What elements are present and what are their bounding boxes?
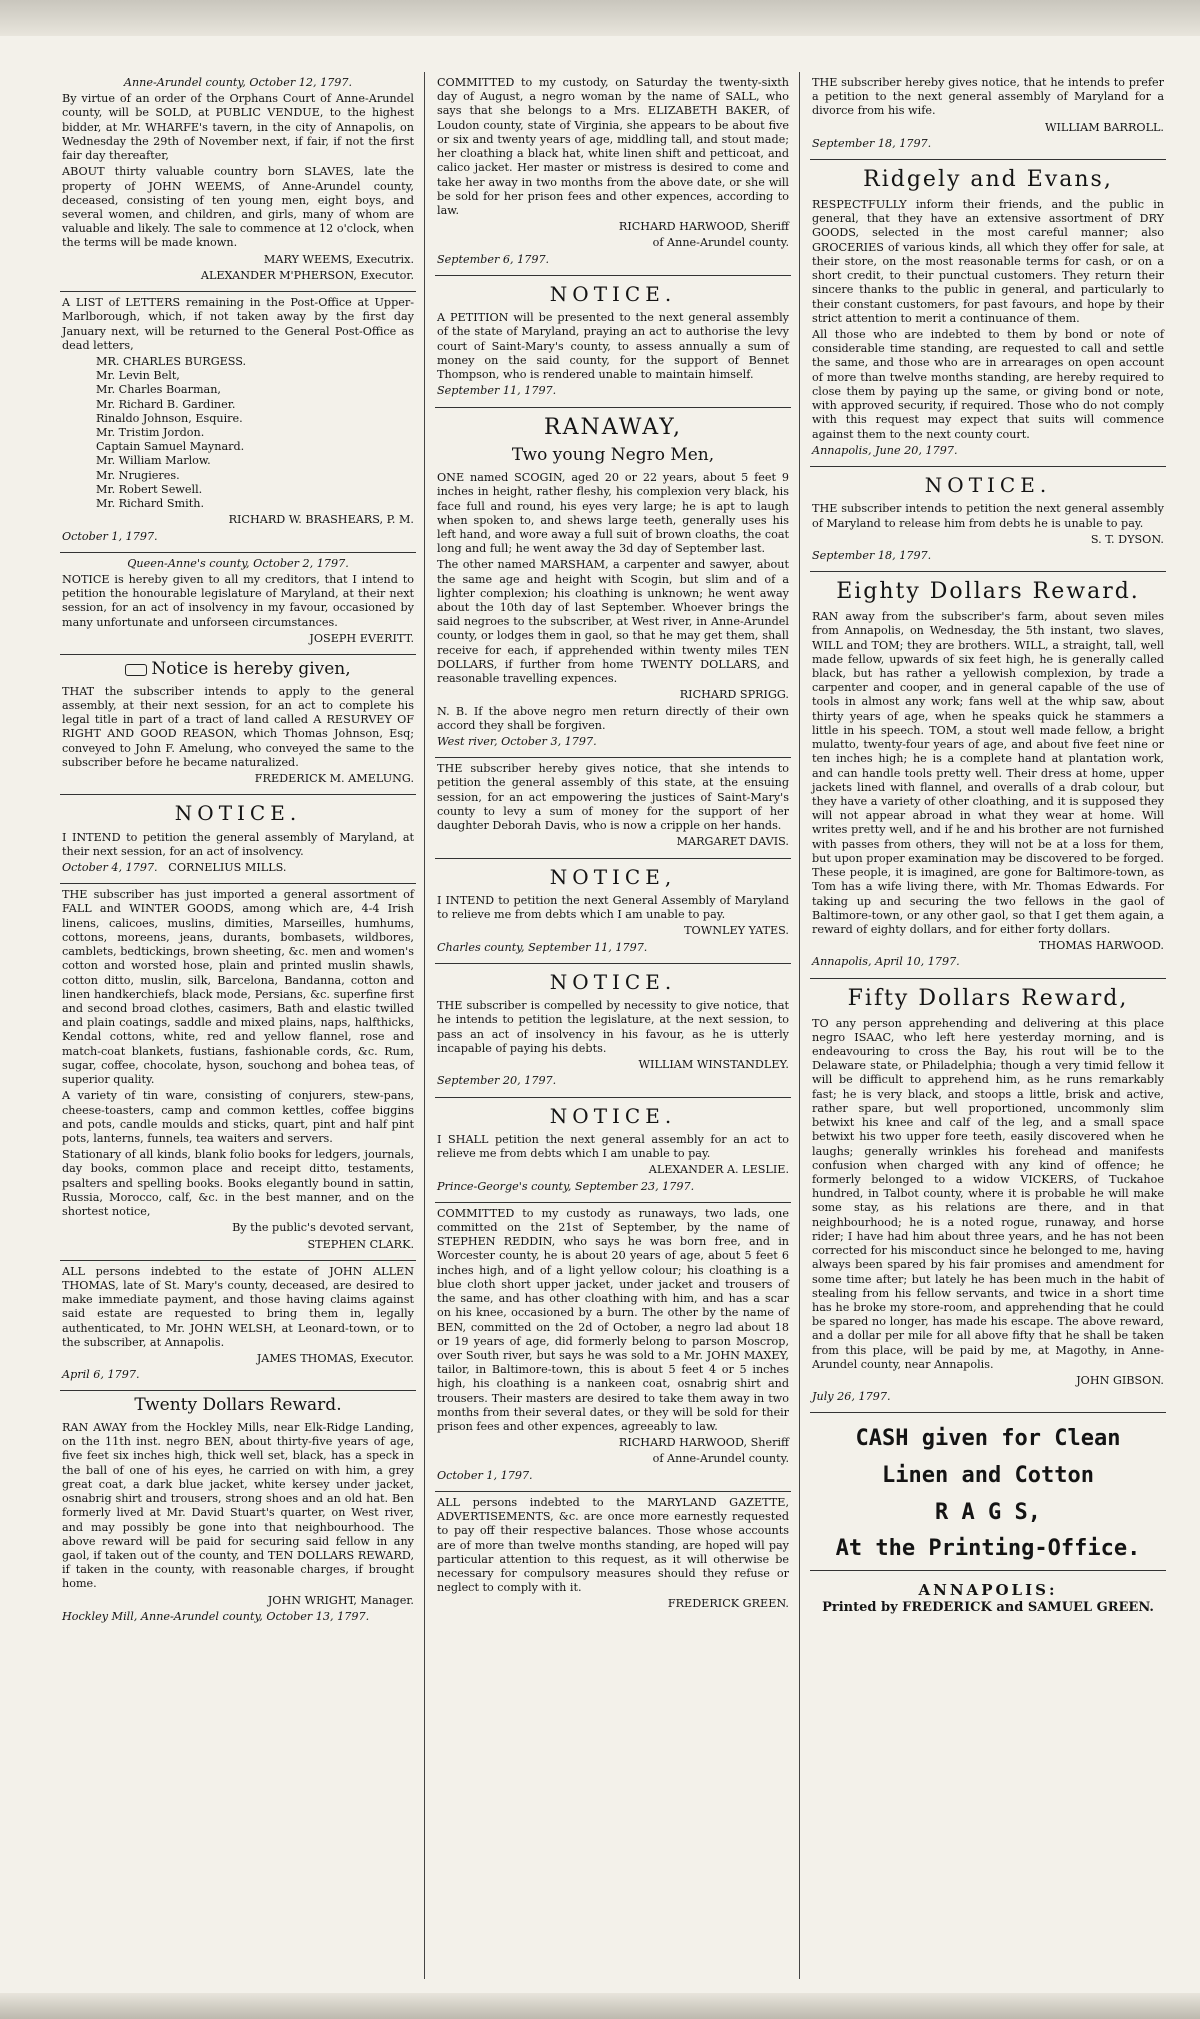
ad-date: Charles county, September 11, 1797. [437,940,648,954]
signature: STEPHEN CLARK. [307,1237,414,1251]
signature: RICHARD HARWOOD, Sheriff [618,220,789,234]
signature: of Anne-Arundel county. [652,1452,789,1466]
cash-line: At the Printing-Office. [835,1536,1141,1562]
ad-heading: NOTICE. [549,281,677,306]
ad-heading: Eighty Dollars Reward. [836,579,1140,605]
amelung-notice [60,655,416,795]
signature: WILLIAM BARROLL. [1044,120,1164,134]
ad-date: September 18, 1797. [812,136,932,150]
ad-body: ABOUT thirty valuable country born SLAVES, late the property of JOHN WEEMS, of Anne-Arundel county, deceased, consisting of ten young men, eight boys, and several women, and children, and girls, many of whom are valuable and likely. The sale to commence at 12 o'clock, when the terms will be made known. [62,165,414,250]
ad-date: July 26, 1797. [812,1390,891,1404]
imprint [810,1571,1166,1623]
ad-heading: NOTICE, [549,864,677,889]
ad-body: RESPECTFULLY inform their friends, and the public in general, that they have an extensive assortment of DRY GOODS, selected in the most careful manner; also GROCERIES of various kinds, all which they offer for sale, at their store, on the most reasonable terms for cash, or on a short credit, to their punctual customers. They return their sincere thanks to the public in general, and particularly to their constant customers, for past favours, and hope by their strict attention to merit a continuance of them. [812,198,1164,325]
ad-date: September 20, 1797. [437,1074,557,1088]
cash-for-rags-ad [810,1413,1166,1570]
yates-notice [435,859,791,964]
letter-name: Mr. Richard Smith. [96,497,205,511]
letter-name: Captain Samuel Maynard. [96,440,245,454]
ad-heading: NOTICE. [549,969,677,994]
everitt-notice [60,553,416,655]
signature: RICHARD SPRIGG. [679,688,789,702]
ad-body: A variety of tin ware, consisting of conjurers, stew-pans, cheese-toasters, camp and common kettles, coffee biggins and pots, candle moulds and sticks, quart, pint and half pint pots, lanterns, funnels, tea waiters and servers. [62,1089,414,1145]
ad-body: COMMITTED to my custody as runaways, two lads, one committed on the 21st of September, by the name of STEPHEN REDDIN, who says he was born free, and in Worcester county, he is about 20 years of age, about 5 feet 6 inches high, and of a light yellow colour; his cloathing is a blue cloth short upper jacket, under jacket and trousers of the same, and has other cloathing with him, and has a scar on his knee, occasioned by a burn. The other by the name of BEN, committed on the 2d of October, a negro lad about 18 or 19 years of age, did formerly belong to parson Moscrop, over South river, but says he was sold to a Mr. JOHN MAXEY, tailor, in Baltimore-town, this is about 5 feet 4 or 5 inches high, his cloathing is a nankeen coat, osnabrig shirt and trousers. Their masters are desired to take them away in two months from their several dates, or they will be sold for their prison fees and other expences, agreeably to law. [437,1206,789,1434]
ad-body: Stationary of all kinds, blank folio books for ledgers, journals, day books, common place and receipt ditto, testaments, psalters and spelling books. Books elegantly bound in sattin, Russia, Morocco, calf, &c. in the best manner, and on the shortest notice, [62,1148,414,1219]
ad-heading: Fifty Dollars Reward, [847,985,1129,1011]
mills-notice [60,795,416,884]
ad-body: A PETITION will be presented to the next general assembly of the state of Maryland, praying an act to authorise the levy court of Saint-Mary's county, to assess annually a sum of money on the said county, for the support of Bennet Thompson, who is rendered unable to maintain himself. [437,311,789,382]
wright-reward-ad [60,1391,416,1632]
ad-date: October 4, 1797. [62,861,158,875]
pointing-hand-icon [125,664,147,676]
reddin-committed-ad [435,1203,791,1492]
ad-body: I INTEND to petition the next General Assembly of Maryland to relieve me from debts which I am unable to pay. [437,893,789,922]
ridgely-evans-ad [810,160,1166,467]
column-1 [60,72,425,1979]
ad-body: THE subscriber intends to petition the next general assembly of Maryland to release him from debts he is unable to pay. [812,502,1164,530]
ad-date: April 6, 1797. [62,1368,140,1382]
barroll-divorce-notice [810,72,1166,160]
ad-body: THE subscriber hereby gives notice, that he intends to prefer a petition to the next general assembly of Maryland for a divorce from his wife. [812,76,1164,118]
ad-date: Hockley Mill, Anne-Arundel county, October 13, 1797. [62,1609,370,1623]
letter-name: Mr. Charles Boarman, [96,383,221,397]
davis-notice [435,758,791,858]
ad-heading: Twenty Dollars Reward. [134,1395,342,1416]
sall-committed-ad [435,72,791,276]
letters-list-ad [60,292,416,553]
ad-body: THAT the subscriber intends to apply to the general assembly, at their next session, for an act to complete his legal title in part of a tract of land called A RESURVEY OF RIGHT AND GOOD REASON, which Thomas Johnson, Esq; conveyed to John F. Amelung, who conveyed the same to the subscriber before he became naturalized. [62,684,414,769]
ad-body: THE subscriber is compelled by necessity to give notice, that he intends to petition the legislature, at the next session, to pass an act of insolvency in his favour, as he is utterly incapable of paying his debts. [437,999,789,1055]
letter-name: Rinaldo Johnson, Esquire. [96,411,243,425]
cash-line: Linen and Cotton [882,1463,1094,1489]
ad-heading: Ridgely and Evans, [863,167,1113,193]
signature: FREDERICK M. AMELUNG. [254,771,414,785]
ad-body: ALL persons indebted to the estate of JOHN ALLEN THOMAS, late of St. Mary's county, deceased, are desired to make immediate payment, and those having claims against said estate are requested to bring them in, legally authenticated, to Mr. JOHN WELSH, at Leonard-town, or to the subscriber, at Annapolis. [62,1264,414,1349]
ad-heading: RANAWAY, [544,414,682,440]
cash-line: CASH given for Clean [855,1426,1121,1452]
ad-date: Annapolis, April 10, 1797. [812,955,960,969]
signature: ALEXANDER A. LESLIE. [648,1163,789,1177]
dateline: Queen-Anne's county, October 2, 1797. [127,556,349,570]
ad-body: RAN away from the subscriber's farm, about seven miles from Annapolis, on Wednesday, the 5th instant, two slaves, WILL and TOM; they are brothers. WILL, a straight, tall, well made fellow, upwards of six feet high, he is generally called black, but has rather a yellowish complexion, by trade a carpenter and cooper, and in general capable of the use of tools in almost any work; fans well at the whip saw, about thirty years of age, when he speaks quick he stammers a little in his speech. TOM, a stout well made fellow, a bright mulatto, twenty-four years of age, and about five feet nine or ten inches high; he is a complete hand at plantation work, and can handle tools pretty well. Their dress at home, upper jackets lined with flannel, and overalls of a drab colour, but they have a variety of other cloathing, and it is supposed they will not appear abroad in what they wear at home. Will writes pretty well, and if he and his brother are not furnished with passes from others, they will not be at a loss for them, but upon proper examination may be discovered to be forged. These people, it is imagined, are gone for Baltimore-town, as Tom has a wife living there, with Mr. Thomas Edwards. For taking up and securing the two fellows in the gaol of Baltimore-town, or any other gaol, so that I get them again, a reward of eighty dollars, and for either forty dollars. [812,610,1164,936]
ad-date: September 11, 1797. [437,384,557,398]
ad-body: By virtue of an order of the Orphans Court of Anne-Arundel county, will be SOLD, at PUBLIC VENDUE, to the highest bidder, at Mr. WHARFE's tavern, in the city of Annapolis, on Wednesday the 29th of November next, if fair, if not the first fair day thereafter, [62,92,414,163]
letter-name: MR. CHARLES BURGESS. [96,354,247,368]
ad-body: COMMITTED to my custody, on Saturday the twenty-sixth day of August, a negro woman by the name of SALL, who says that she belongs to a Mrs. ELIZABETH BAKER, of Loudon county, state of Virginia, she appears to be about five or six and twenty years of age, middling tall, and stout made; her cloathing a black hat, white linen shift and petticoat, and calico jacket. Her master or mistress is desired to come and take her away in two months from the above date, or she will be sold for her prison fees and other expences, according to law. [437,76,789,217]
dyson-notice [810,467,1166,572]
ad-body: NOTICE is hereby given to all my creditors, that I intend to petition the honourable legislature of Maryland, at their next session, for an act of insolvency in my favour, occasioned by many unfortunate and unforseen circumstances. [62,573,414,629]
signature: THOMAS HARWOOD. [1038,939,1164,953]
signature: S. T. DYSON. [1090,532,1164,546]
signature: TOWNLEY YATES. [684,924,789,938]
ad-body: A LIST of LETTERS remaining in the Post-Office at Upper-Marlborough, which, if not taken away by the first day January next, will be returned to the General Post-Office as dead letters, [62,296,414,352]
ad-date: October 1, 1797. [62,529,158,543]
ad-heading: NOTICE. [549,1103,677,1128]
ad-body: THE subscriber has just imported a general assortment of FALL and WINTER GOODS, among which are, 4-4 Irish linens, calicoes, muslins, dimities, Marseilles, humhums, cottons, moreens, jeans, durants, bombasets, wildbores, camblets, bedtickings, brown sheeting, &c. men and women's cotton and worsted hose, plain and printed muslin shawls, cotton ditto, muslin, silk, Barcelona, Bandanna, cotton and linen handkerchiefs, black mode, Persians, &c. superfine first and second broad clothes, casimers, Bath and elastic twilled and plain coatings, saddle and mixed plains, naps, halfthicks, Kendal cottons, white, red and yellow flannel, rose and match-coat blankets, fustians, fashionable cords, &c. Rum, sugar, coffee, chocolate, hyson, souchong and bohea teas, of superior quality. [62,888,414,1087]
ad-date: Annapolis, June 20, 1797. [812,443,958,457]
clark-goods-ad [60,884,416,1260]
signature: WILLIAM WINSTANDLEY. [638,1058,789,1072]
ad-body: RAN AWAY from the Hockley Mills, near Elk-Ridge Landing, on the 11th inst. negro BEN, about thirty-five years of age, five feet six inches high, thick well set, black, has a speck in the ball of one of his eyes, he carried on with him, a grey great coat, a dark blue jacket, white kersey under jacket, osnabrig shirt and trousers, strong shoes and an old hat. Ben formerly lived at Mr. David Stuart's quarter, on West river, and may possibly be gone into that neighbourhood. The above reward will be paid for securing said fellow in any gaol, if taken out of the county, and TEN DOLLARS REWARD, if taken in the county, with reasonable charges, if brought home. [62,1421,414,1591]
ad-body: I SHALL petition the next general assembly for an act to relieve me from debts which I am unable to pay. [437,1132,789,1161]
ad-date: September 18, 1797. [812,549,932,563]
column-3 [810,72,1174,1979]
ad-body: N. B. If the above negro men return directly of their own accord they shall be forgiven. [437,704,789,732]
sprigg-runaway-ad [435,408,791,759]
signature: RICHARD W. BRASHEARS, P. M. [228,513,414,527]
thompson-notice [435,276,791,408]
letter-name: Mr. Tristim Jordon. [96,426,205,440]
imprint-city: ANNAPOLIS: [918,1580,1058,1599]
signature: JOHN GIBSON. [1076,1374,1164,1388]
letter-name: Mr. William Marlow. [96,454,211,468]
ad-heading: NOTICE. [174,801,302,826]
ad-date: West river, October 3, 1797. [437,735,597,748]
ad-body: I INTEND to petition the general assembly of Maryland, at their next session, for an act of insolvency. [62,830,414,858]
signature: FREDERICK GREEN. [667,1597,789,1611]
ad-body: The other named MARSHAM, a carpenter and sawyer, about the same age and height with Scogin, but slim and of a lighter complexion; his cloathing is unknown; he went away about the 10th day of last September. Whoever brings the said negroes to the subscriber, at West river, in Anne-Arundel county, or lodges them in gaol, so that he may get them, shall receive for each, if apprehended within twenty miles TEN DOLLARS, if further from home TWENTY DOLLARS, and reasonable travelling expences. [437,558,789,686]
ad-subheading: Two young Negro Men, [511,445,715,466]
letter-name: Mr. Richard B. Gardiner. [96,397,236,411]
letter-name: Mr. Levin Belt, [96,369,180,383]
winstandley-notice [435,964,791,1098]
signature: MARGARET DAVIS. [676,835,789,849]
ad-heading: NOTICE. [924,472,1052,497]
ad-heading: Notice is hereby given, [151,659,351,680]
ad-body: TO any person apprehending and delivering at this place negro ISAAC, who left here yesterday morning, and is endeavouring to cross the Bay, his rout will be to the Delaware state, or Philadelphia; though a very timid fellow it will be difficult to apprehend him, as he runs remarkably fast; he is very black, and stoops a little, brisk and active, rather spare, but well proportioned, uncommonly slim betwixt his knee and calf of the leg, and a small space betwixt his two upper fore teeth, easily discovered when he laughs; generally wrinkles his forehead and manifests confusion when charged with any kind of offence; he formerly belonged to a widow VICKERS, of Tuckahoe hundred, in Talbot county, where it is probable he will make some stay, as his relations are there, and in that neighbourhood; he is a noted rogue, runaway, and horse rider; I have had him about three years, and he has not been corrected for his misconduct since he belonged to me, having always been spared by his fair promises and amendment for some time after; but lately he has been much in the habit of stealing from his fellow servants, and twice in a short time has he broke my store-room, and apprehending that he could be spared no longer, has made his escape. The above reward, and a dollar per mile for all above fifty that he shall be taken from this place, will be paid by me, at Magothy, in Anne-Arundel county, near Annapolis. [812,1016,1164,1371]
signature: of Anne-Arundel county. [652,236,789,250]
signature: JAMES THOMAS, Executor. [256,1352,414,1366]
weems-slave-sale-ad [60,72,416,292]
signature: MARY WEEMS, Executrix. [263,252,414,266]
harwood-reward-ad [810,572,1166,978]
letter-name: Mr. Nrugieres. [96,468,180,482]
signature: JOSEPH EVERITT. [309,631,414,645]
dateline: Anne-Arundel county, October 12, 1797. [123,76,353,89]
ad-body: ALL persons indebted to the MARYLAND GAZETTE, ADVERTISEMENTS, &c. are once more earnestly requested to pay off their respective balances. Those whose accounts are of more than twelve months standing, are hoped will pay particular attention to this request, as it will otherwise be necessary for compulsory measures should they refuse or neglect to comply with it. [437,1495,789,1595]
ad-body: THE subscriber hereby gives notice, that she intends to petition the general assembly of this state, at the ensuing session, for an act empowering the justices of Saint-Mary's county to levy a sum of money for the support of her daughter Deborah Davis, who is now a cripple on her hands. [437,762,789,833]
thomas-estate-notice [60,1261,416,1392]
signature: JOHN WRIGHT, Manager. [267,1593,414,1607]
ad-date: September 6, 1797. [437,252,550,266]
gazette-debts-notice [435,1492,791,1620]
imprint-printer: Printed by FREDERICK and SAMUEL GREEN. [822,1599,1154,1615]
byline: By the public's devoted servant, [232,1221,414,1235]
signature: ALEXANDER M'PHERSON, Executor. [200,268,414,282]
gibson-reward-ad [810,979,1166,1414]
signature: RICHARD HARWOOD, Sheriff [618,1436,789,1450]
ad-body: ONE named SCOGIN, aged 20 or 22 years, about 5 feet 9 inches in height, rather fleshy, his complexion very black, his face full and round, his eyes very large; he is apt to laugh when spoken to, and shews large teeth, generally uses his left hand, and wore away a full suit of brown cloaths, the coat long and full; he went away the 3d day of September last. [437,471,789,556]
ad-body: All those who are indebted to them by bond or note of considerable time standing, are requested to call and settle the same, and those who are in arrearages on open account of more than twelve months standing, are hereby required to close them by paying up the same, or giving bond or note, with approved security, if required. Those who do not comply with this request may expect that suits will commence against them to the next county court. [812,328,1164,441]
signature: CORNELIUS MILLS. [168,861,287,875]
ad-date: Prince-George's county, September 23, 1797. [437,1179,695,1193]
ad-date: October 1, 1797. [437,1468,533,1482]
leslie-notice [435,1098,791,1203]
cash-line: R A G S, [935,1499,1041,1525]
column-2 [435,72,800,1979]
letter-name: Mr. Robert Sewell. [96,482,203,496]
